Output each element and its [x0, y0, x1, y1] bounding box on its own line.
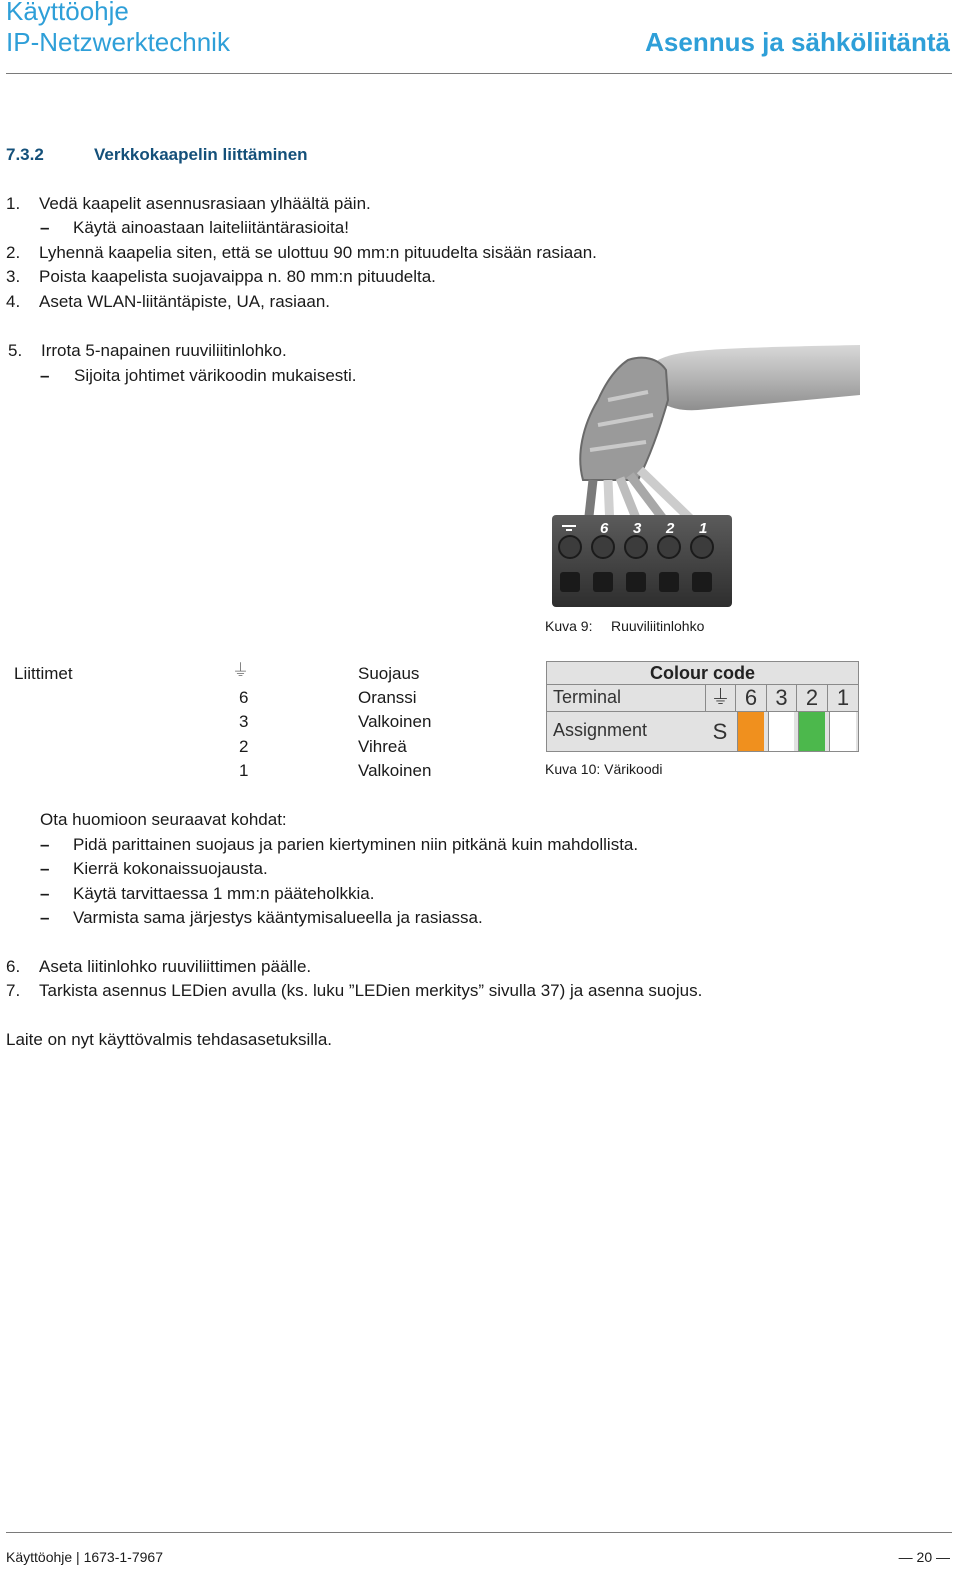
- cable-jacket: [648, 345, 860, 410]
- section-number: 7.3.2: [6, 145, 44, 164]
- note-item: Pidä parittainen suojaus ja parien kiertyminen niin pitkänä kuin mahdollista.: [73, 835, 639, 854]
- step-1-dash: –: [40, 218, 50, 237]
- terminal-2-cell: 2: [796, 685, 827, 711]
- connector-name-2: Vihreä: [358, 737, 407, 756]
- chapter-title: Asennus ja sähköliitäntä: [645, 27, 950, 57]
- step-1-number: 1.: [6, 194, 21, 213]
- notes-intro: Ota huomioon seuraavat kohdat:: [40, 810, 287, 829]
- connector-name-1: Valkoinen: [358, 761, 432, 780]
- document-subtitle: IP-Netzwerktechnik: [6, 27, 230, 57]
- terminal-label-2: 2: [666, 520, 675, 537]
- colour-swatch-green: [798, 712, 825, 751]
- assignment-row-label: Assignment: [553, 720, 648, 740]
- colour-swatch-orange: [737, 712, 764, 751]
- step-5-text: Irrota 5-napainen ruuviliitinlohko.: [41, 341, 287, 360]
- ground-symbol-icon: ⏚: [705, 685, 735, 711]
- footer-document-id: Käyttöohje | 1673-1-7967: [6, 1549, 163, 1565]
- page-number: — 20 —: [898, 1549, 950, 1565]
- note-dash: –: [40, 908, 50, 927]
- terminal-6-cell: 6: [735, 685, 766, 711]
- shield-mark: S: [712, 719, 728, 744]
- ground-symbol-icon: ⏚: [232, 661, 249, 680]
- step-1-note: Käytä ainoastaan laiteliitäntärasioita!: [73, 218, 349, 237]
- connector-terminal-2: 2: [239, 737, 249, 756]
- note-item: Käytä tarvittaessa 1 mm:n pääteholkkia.: [73, 884, 375, 903]
- terminal-label-3: 3: [633, 520, 642, 537]
- step-1-text: Vedä kaapelit asennusrasiaan ylhäältä päin.: [39, 194, 371, 213]
- step-6-text: Aseta liitinlohko ruuviliittimen päälle.: [39, 957, 312, 976]
- step-2-text: Lyhennä kaapelia siten, että se ulottuu 90 mm:n pituudelta sisään rasiaan.: [39, 243, 597, 262]
- step-7-number: 7.: [6, 981, 21, 1000]
- document-title: Käyttöohje: [6, 0, 129, 26]
- connector-name-shield: Suojaus: [358, 664, 420, 683]
- figure-9-caption-label: Kuva 9:: [545, 618, 593, 634]
- closing-statement: Laite on nyt käyttövalmis tehdasasetuksilla.: [6, 1030, 333, 1049]
- connector-terminal-3: 3: [239, 712, 249, 731]
- step-5-dash: –: [40, 366, 50, 385]
- note-item: Varmista sama järjestys kääntymisalueella ja rasiassa.: [73, 908, 483, 927]
- terminal-1-cell: 1: [827, 685, 858, 711]
- note-dash: –: [40, 835, 50, 854]
- terminal-block-figure: [548, 340, 860, 610]
- terminal-label-6: 6: [600, 520, 609, 537]
- note-dash: –: [40, 884, 50, 903]
- figure-10-caption: Kuva 10: Värikoodi: [545, 761, 663, 777]
- step-4-number: 4.: [6, 292, 21, 311]
- connector-name-6: Oranssi: [358, 688, 417, 707]
- step-4-text: Aseta WLAN-liitäntäpiste, UA, rasiaan.: [39, 292, 331, 311]
- terminal-label-1: 1: [699, 520, 708, 537]
- terminal-row-label: Terminal: [553, 687, 622, 707]
- header-divider: [6, 73, 952, 74]
- colour-swatch-white: [768, 712, 794, 751]
- colour-swatch-white: [829, 712, 856, 751]
- step-3-number: 3.: [6, 267, 21, 286]
- step-3-text: Poista kaapelista suojavaippa n. 80 mm:n pituudelta.: [39, 267, 436, 286]
- colour-code-table: [546, 661, 859, 752]
- note-dash: –: [40, 859, 50, 878]
- connectors-label: Liittimet: [14, 664, 73, 683]
- footer-divider: [6, 1532, 952, 1533]
- step-7-text: Tarkista asennus LEDien avulla (ks. luku ”LEDien merkitys” sivulla 37) ja asenna suojus.: [39, 981, 703, 1000]
- connector-terminal-6: 6: [239, 688, 249, 707]
- connector-name-3: Valkoinen: [358, 712, 432, 731]
- note-item: Kierrä kokonaissuojausta.: [73, 859, 268, 878]
- section-title: Verkkokaapelin liittäminen: [94, 145, 308, 164]
- step-5-number: 5.: [8, 341, 23, 360]
- figure-9-caption-text: Ruuviliitinlohko: [611, 618, 705, 634]
- terminal-row: [547, 685, 858, 712]
- step-5-note: Sijoita johtimet värikoodin mukaisesti.: [74, 366, 357, 385]
- terminal-3-cell: 3: [766, 685, 796, 711]
- connector-terminal-1: 1: [239, 761, 249, 780]
- colour-code-title: Colour code: [547, 662, 858, 685]
- step-6-number: 6.: [6, 957, 21, 976]
- step-2-number: 2.: [6, 243, 21, 262]
